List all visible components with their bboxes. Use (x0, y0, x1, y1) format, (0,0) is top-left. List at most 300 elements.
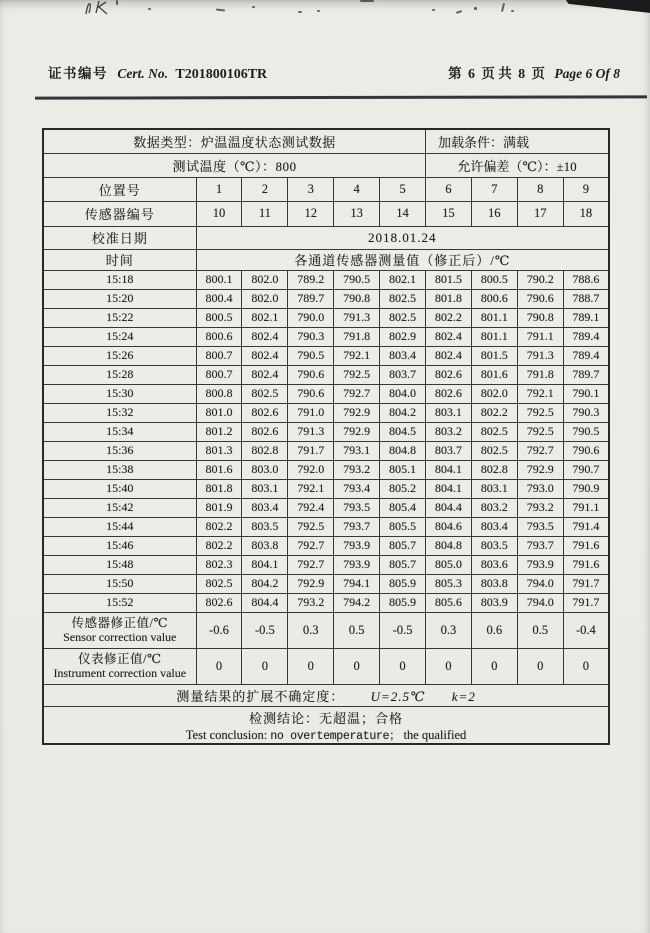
readings-section (43, 270, 609, 612)
page-number: 6 (468, 67, 476, 82)
reading-value-cell: 794.2 (334, 593, 380, 612)
value-cell: 0 (288, 648, 334, 684)
value-cell: 13 (334, 201, 380, 226)
reading-value-cell: 802.8 (471, 460, 517, 479)
reading-value-cell: 802.6 (242, 422, 288, 441)
reading-value-cell: 793.2 (288, 593, 334, 612)
reading-value-cell: 792.7 (288, 536, 334, 555)
reading-value-cell: 802.4 (425, 327, 471, 346)
value-cell: -0.6 (196, 612, 242, 648)
position-number-label: 位置号 (43, 177, 196, 201)
reading-value-cell: 805.5 (380, 517, 426, 536)
reading-value-cell: 802.2 (425, 308, 471, 327)
value-cell: 0.5 (334, 612, 380, 648)
reading-row (43, 384, 609, 403)
value-cell: 5 (380, 177, 426, 201)
reading-value-cell: 793.1 (334, 441, 380, 460)
value-cell: 0 (425, 648, 471, 684)
reading-value-cell: 790.2 (517, 270, 563, 289)
reading-value-cell: 802.6 (425, 365, 471, 384)
value-cell: 16 (471, 201, 517, 226)
scan-corner-artifact (566, 0, 650, 14)
reading-row (43, 574, 609, 593)
page-zh: 页 (531, 66, 546, 81)
data-type-cell: 数据类型：炉温温度状态测试数据 (43, 129, 425, 153)
reading-value-cell: 804.4 (242, 593, 288, 612)
cert-label-en: Cert. No. (117, 66, 168, 81)
uncertainty-k-value: k=2 (451, 688, 476, 704)
cert-number-value: T201800106TR (175, 67, 268, 82)
reading-row (43, 422, 609, 441)
reading-value-cell: 791.1 (563, 498, 609, 517)
reading-value-cell: 790.0 (288, 308, 334, 327)
reading-value-cell: 790.7 (563, 460, 609, 479)
sensor-number-label: 传感器编号 (43, 201, 196, 226)
scan-speck (432, 9, 435, 11)
value-cell: 1 (196, 177, 242, 201)
instrument-correction-label-cn: 仪表修正值/℃ (78, 651, 162, 666)
reading-value-cell: 790.6 (563, 441, 609, 460)
conclusion-en (44, 727, 608, 743)
reading-row (43, 593, 609, 612)
time-cell: 15:52 (43, 593, 196, 612)
reading-value-cell: 794.1 (334, 574, 380, 593)
reading-value-cell: 805.7 (380, 555, 426, 574)
reading-value-cell: 789.4 (563, 327, 609, 346)
reading-value-cell: 793.9 (334, 555, 380, 574)
reading-row (43, 517, 609, 536)
reading-value-cell: 802.6 (425, 384, 471, 403)
uncertainty-u-value: U=2.5℃ (370, 688, 426, 704)
reading-value-cell: 802.5 (380, 289, 426, 308)
reading-value-cell: 802.9 (380, 327, 426, 346)
conclusion-cell (43, 706, 609, 744)
sensor-correction-row (43, 612, 609, 648)
reading-value-cell: 803.2 (425, 422, 471, 441)
sensor-correction-label (43, 612, 196, 648)
value-cell: 2 (242, 177, 288, 201)
reading-value-cell: 790.9 (563, 479, 609, 498)
reading-value-cell: 800.5 (196, 308, 242, 327)
reading-value-cell: 792.9 (517, 460, 563, 479)
value-cell: 0 (334, 648, 380, 684)
reading-value-cell: 789.4 (563, 346, 609, 365)
reading-value-cell: 802.1 (380, 270, 426, 289)
value-cell: 0 (563, 648, 609, 684)
time-cell: 15:38 (43, 460, 196, 479)
reading-value-cell: 790.8 (517, 308, 563, 327)
reading-value-cell: 802.6 (196, 593, 242, 612)
reading-row (43, 289, 609, 308)
reading-value-cell: 801.8 (196, 479, 242, 498)
reading-value-cell: 789.7 (288, 289, 334, 308)
furnace-test-data-table (42, 128, 610, 745)
page-indicator-en: Page 6 Of 8 (554, 66, 620, 81)
reading-value-cell: 803.7 (425, 441, 471, 460)
uncertainty-label: 测量结果的扩展不确定度： (176, 688, 345, 704)
reading-value-cell: 788.6 (563, 270, 609, 289)
time-cell: 15:18 (43, 270, 196, 289)
reading-value-cell: 802.2 (471, 403, 517, 422)
channel-values-header: 各通道传感器测量值（修正后）/℃ (196, 249, 609, 270)
time-cell: 15:46 (43, 536, 196, 555)
reading-value-cell: 792.9 (288, 574, 334, 593)
reading-value-cell: 790.6 (517, 289, 563, 308)
reading-value-cell: 805.1 (380, 460, 426, 479)
reading-value-cell: 800.7 (196, 365, 242, 384)
reading-value-cell: 791.8 (517, 365, 563, 384)
scan-speck (216, 8, 225, 11)
reading-value-cell: 792.5 (334, 365, 380, 384)
conclusion-en-prefix: Test conclusion: (185, 727, 268, 742)
reading-value-cell: 802.6 (242, 403, 288, 422)
reading-value-cell: 792.9 (334, 403, 380, 422)
time-cell: 15:24 (43, 327, 196, 346)
reading-value-cell: 805.3 (425, 574, 471, 593)
reading-value-cell: 800.7 (196, 346, 242, 365)
reading-value-cell: 803.6 (471, 555, 517, 574)
reading-value-cell: 792.0 (288, 460, 334, 479)
handwriting-mark (82, 0, 116, 17)
reading-value-cell: 801.1 (471, 308, 517, 327)
reading-value-cell: 805.9 (380, 593, 426, 612)
reading-row (43, 270, 609, 289)
reading-row (43, 460, 609, 479)
value-cell: -0.5 (242, 612, 288, 648)
time-cell: 15:36 (43, 441, 196, 460)
reading-value-cell: 801.0 (196, 403, 242, 422)
reading-value-cell: 790.6 (288, 365, 334, 384)
reading-value-cell: 793.9 (334, 536, 380, 555)
reading-value-cell: 802.4 (425, 346, 471, 365)
reading-value-cell: 802.3 (196, 555, 242, 574)
scan-speck (474, 7, 477, 10)
reading-value-cell: 804.8 (425, 536, 471, 555)
scan-speck (298, 11, 302, 13)
reading-value-cell: 789.2 (288, 270, 334, 289)
meta-row-data-type (43, 129, 609, 153)
scan-speck (252, 6, 255, 8)
reading-value-cell: 803.1 (242, 479, 288, 498)
reading-value-cell: 793.5 (334, 498, 380, 517)
value-cell: 0.3 (288, 612, 334, 648)
reading-value-cell: 803.4 (471, 517, 517, 536)
reading-value-cell: 791.4 (563, 517, 609, 536)
time-cell: 15:30 (43, 384, 196, 403)
value-cell: 12 (288, 201, 334, 226)
reading-value-cell: 800.5 (471, 270, 517, 289)
page-zh: 第 (448, 66, 462, 81)
reading-value-cell: 802.5 (196, 574, 242, 593)
conclusion-en-suffix: the qualified (403, 727, 467, 742)
reading-value-cell: 793.5 (517, 517, 563, 536)
reading-row (43, 555, 609, 574)
reading-value-cell: 803.5 (242, 517, 288, 536)
value-cell: -0.5 (380, 612, 426, 648)
value-cell: 4 (334, 177, 380, 201)
reading-value-cell: 793.2 (334, 460, 380, 479)
reading-row (43, 479, 609, 498)
value-cell: -0.4 (563, 612, 609, 648)
reading-value-cell: 803.9 (471, 593, 517, 612)
page-total: 8 (518, 67, 526, 82)
reading-value-cell: 802.4 (242, 327, 288, 346)
reading-value-cell: 792.5 (288, 517, 334, 536)
reading-value-cell: 801.5 (471, 346, 517, 365)
reading-value-cell: 791.3 (334, 308, 380, 327)
reading-value-cell: 801.2 (196, 422, 242, 441)
reading-value-cell: 793.7 (334, 517, 380, 536)
reading-row (43, 441, 609, 460)
certificate-number (48, 62, 267, 83)
reading-value-cell: 802.0 (242, 270, 288, 289)
time-cell: 15:26 (43, 346, 196, 365)
time-cell: 15:28 (43, 365, 196, 384)
reading-value-cell: 803.4 (242, 498, 288, 517)
reading-value-cell: 804.2 (380, 403, 426, 422)
reading-value-cell: 805.0 (425, 555, 471, 574)
header-divider (35, 95, 647, 99)
table-header-section (43, 129, 609, 270)
reading-value-cell: 805.2 (380, 479, 426, 498)
value-cell: 6 (425, 177, 471, 201)
reading-value-cell: 804.1 (425, 479, 471, 498)
reading-value-cell: 789.1 (563, 308, 609, 327)
instrument-correction-row (43, 648, 609, 684)
value-cell: 15 (425, 201, 471, 226)
reading-value-cell: 790.5 (334, 270, 380, 289)
reading-value-cell: 793.9 (517, 555, 563, 574)
reading-value-cell: 805.6 (425, 593, 471, 612)
reading-value-cell: 800.6 (471, 289, 517, 308)
reading-value-cell: 802.4 (242, 346, 288, 365)
scan-speck (148, 8, 151, 10)
scan-speck (501, 3, 505, 12)
reading-value-cell: 790.8 (334, 289, 380, 308)
reading-value-cell: 805.4 (380, 498, 426, 517)
reading-value-cell: 791.0 (288, 403, 334, 422)
page-indicator (445, 62, 624, 83)
value-cell: 0 (196, 648, 242, 684)
time-cell: 15:50 (43, 574, 196, 593)
reading-value-cell: 801.5 (425, 270, 471, 289)
reading-value-cell: 792.9 (334, 422, 380, 441)
reading-value-cell: 803.0 (242, 460, 288, 479)
reading-value-cell: 801.6 (196, 460, 242, 479)
reading-value-cell: 804.8 (380, 441, 426, 460)
reading-value-cell: 790.3 (288, 327, 334, 346)
value-cell: 0.6 (471, 612, 517, 648)
value-cell: 0.5 (517, 612, 563, 648)
reading-value-cell: 804.2 (242, 574, 288, 593)
reading-value-cell: 788.7 (563, 289, 609, 308)
reading-value-cell: 793.0 (517, 479, 563, 498)
reading-value-cell: 804.6 (425, 517, 471, 536)
instrument-correction-label (43, 648, 196, 684)
value-cell: 0 (517, 648, 563, 684)
value-cell: 9 (563, 177, 609, 201)
reading-value-cell: 791.6 (563, 555, 609, 574)
reading-value-cell: 792.1 (334, 346, 380, 365)
reading-value-cell: 804.1 (242, 555, 288, 574)
reading-value-cell: 792.5 (517, 422, 563, 441)
reading-value-cell: 791.3 (288, 422, 334, 441)
reading-value-cell: 803.7 (380, 365, 426, 384)
reading-value-cell: 803.1 (425, 403, 471, 422)
conclusion-en-mono: no overtemperature； (270, 729, 401, 743)
uncertainty-row (43, 684, 609, 706)
scan-speck (317, 10, 320, 12)
scan-speck (360, 0, 374, 2)
uncertainty-cell (43, 684, 609, 706)
cert-label: 证书编号 (48, 66, 108, 81)
conclusion-row (43, 706, 609, 744)
time-cell: 15:44 (43, 517, 196, 536)
value-cell: 17 (517, 201, 563, 226)
reading-value-cell: 790.6 (288, 384, 334, 403)
value-cell: 8 (517, 177, 563, 201)
reading-value-cell: 800.6 (196, 327, 242, 346)
reading-value-cell: 802.8 (242, 441, 288, 460)
time-cell: 15:42 (43, 498, 196, 517)
reading-value-cell: 792.1 (288, 479, 334, 498)
sensor-correction-label-cn: 传感器修正值/℃ (71, 615, 168, 630)
reading-value-cell: 805.9 (380, 574, 426, 593)
calibration-date-value: 2018.01.24 (196, 226, 609, 249)
scan-speck (116, 0, 118, 5)
reading-value-cell: 801.6 (471, 365, 517, 384)
reading-value-cell: 792.1 (517, 384, 563, 403)
table-footer-section (43, 612, 609, 744)
reading-value-cell: 803.5 (471, 536, 517, 555)
test-temperature-cell: 测试温度（℃）：800 (43, 153, 425, 177)
reading-value-cell: 803.8 (242, 536, 288, 555)
calibration-date-row (43, 226, 609, 249)
time-cell: 15:20 (43, 289, 196, 308)
value-cell: 0 (380, 648, 426, 684)
reading-value-cell: 794.0 (517, 593, 563, 612)
time-column-label: 时间 (43, 249, 196, 270)
reading-row (43, 536, 609, 555)
reading-value-cell: 793.2 (517, 498, 563, 517)
reading-value-cell: 802.0 (471, 384, 517, 403)
meta-row-test-temp (43, 153, 609, 177)
value-cell: 11 (242, 201, 288, 226)
reading-value-cell: 802.4 (242, 365, 288, 384)
value-cell: 0.3 (425, 612, 471, 648)
reading-value-cell: 791.7 (288, 441, 334, 460)
time-cell: 15:34 (43, 422, 196, 441)
reading-value-cell: 805.7 (380, 536, 426, 555)
reading-value-cell: 792.7 (334, 384, 380, 403)
reading-value-cell: 803.8 (471, 574, 517, 593)
reading-value-cell: 803.2 (471, 498, 517, 517)
reading-value-cell: 790.5 (563, 422, 609, 441)
sensor-number-row (43, 201, 609, 226)
reading-row (43, 346, 609, 365)
reading-value-cell: 789.7 (563, 365, 609, 384)
value-cell: 18 (563, 201, 609, 226)
reading-row (43, 403, 609, 422)
instrument-correction-label-en: Instrument correction value (53, 666, 187, 681)
reading-row (43, 498, 609, 517)
reading-value-cell: 803.4 (380, 346, 426, 365)
value-cell: 0 (471, 648, 517, 684)
reading-value-cell: 793.7 (517, 536, 563, 555)
reading-value-cell: 801.8 (425, 289, 471, 308)
reading-row (43, 308, 609, 327)
reading-value-cell: 804.1 (425, 460, 471, 479)
load-condition-cell: 加载条件：满载 (425, 129, 609, 153)
sensor-correction-label-en: Sensor correction value (63, 630, 177, 645)
reading-value-cell: 802.0 (242, 289, 288, 308)
reading-value-cell: 804.0 (380, 384, 426, 403)
reading-value-cell: 791.6 (563, 536, 609, 555)
position-number-row (43, 177, 609, 201)
reading-value-cell: 792.7 (288, 555, 334, 574)
reading-value-cell: 792.5 (517, 403, 563, 422)
allowed-deviation-cell: 允许偏差（℃）：±10 (425, 153, 609, 177)
reading-value-cell: 801.9 (196, 498, 242, 517)
value-cell: 14 (380, 201, 426, 226)
reading-value-cell: 802.2 (196, 517, 242, 536)
scan-speck (511, 10, 514, 12)
reading-value-cell: 804.4 (425, 498, 471, 517)
reading-value-cell: 800.8 (196, 384, 242, 403)
reading-row (43, 327, 609, 346)
reading-value-cell: 790.5 (288, 346, 334, 365)
reading-value-cell: 802.2 (196, 536, 242, 555)
reading-value-cell: 793.4 (334, 479, 380, 498)
reading-value-cell: 791.7 (563, 593, 609, 612)
reading-value-cell: 792.7 (517, 441, 563, 460)
reading-value-cell: 791.3 (517, 346, 563, 365)
reading-value-cell: 800.4 (196, 289, 242, 308)
reading-value-cell: 794.0 (517, 574, 563, 593)
reading-value-cell: 802.5 (380, 308, 426, 327)
reading-value-cell: 802.5 (471, 422, 517, 441)
page-header (48, 62, 624, 83)
reading-value-cell: 791.7 (563, 574, 609, 593)
reading-value-cell: 803.1 (471, 479, 517, 498)
reading-value-cell: 800.1 (196, 270, 242, 289)
reading-value-cell: 790.1 (563, 384, 609, 403)
time-cell: 15:32 (43, 403, 196, 422)
reading-row (43, 365, 609, 384)
reading-value-cell: 802.5 (471, 441, 517, 460)
time-cell: 15:22 (43, 308, 196, 327)
value-cell: 7 (471, 177, 517, 201)
reading-value-cell: 790.3 (563, 403, 609, 422)
calibration-date-label: 校准日期 (43, 226, 196, 249)
reading-value-cell: 802.1 (242, 308, 288, 327)
time-header-row (43, 249, 609, 270)
value-cell: 10 (196, 201, 242, 226)
page-zh: 页 共 (481, 66, 512, 81)
reading-value-cell: 791.8 (334, 327, 380, 346)
reading-value-cell: 801.1 (471, 327, 517, 346)
time-cell: 15:40 (43, 479, 196, 498)
time-cell: 15:48 (43, 555, 196, 574)
reading-value-cell: 791.1 (517, 327, 563, 346)
reading-value-cell: 802.5 (242, 384, 288, 403)
reading-value-cell: 801.3 (196, 441, 242, 460)
reading-value-cell: 792.4 (288, 498, 334, 517)
reading-value-cell: 804.5 (380, 422, 426, 441)
value-cell: 3 (288, 177, 334, 201)
scan-speck (456, 10, 462, 14)
value-cell: 0 (242, 648, 288, 684)
